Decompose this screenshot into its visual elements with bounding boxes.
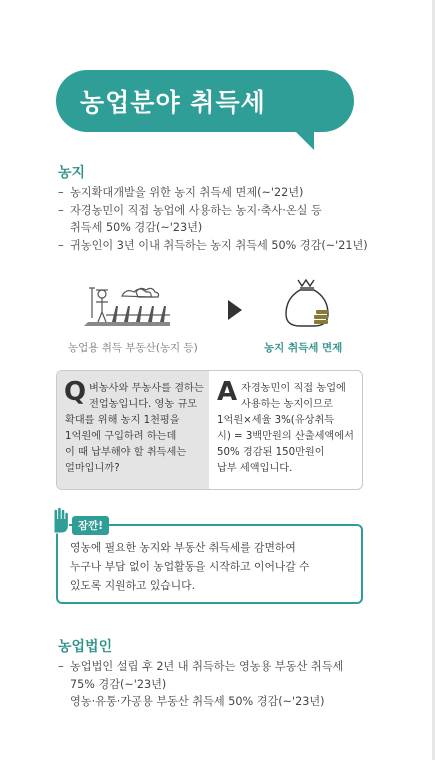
list-item: – 농업법인 설립 후 2년 내 취득하는 영농용 부동산 취득세	[58, 658, 378, 676]
farmer-field-icon	[82, 282, 172, 330]
left-caption: 농업용 취득 부동산(농지 등)	[68, 342, 198, 354]
right-caption: 농지 취득세 면제	[264, 342, 343, 354]
list-item	[58, 676, 378, 694]
tip-line: 누구나 부담 없이 농업활동을 시작하고 이어나갈 수	[70, 560, 310, 573]
tip-line: 영농에 필요한 농지와 부동산 취득세를 감면하여	[70, 541, 296, 554]
list-item-continued: 75% 경감(~'23년)	[70, 677, 167, 691]
qa-box	[56, 370, 363, 490]
farmland-list	[58, 184, 378, 254]
money-bag-icon	[274, 272, 334, 332]
answer-line: 50% 경감된 150만원이	[217, 447, 325, 458]
list-item: – 농지확대개발을 위한 농지 취득세 면제(~'22년)	[58, 184, 378, 202]
farmland-heading: 농지	[58, 165, 86, 181]
question-text	[65, 381, 207, 477]
question-line: 확대를 위해 농지 1천평을	[65, 415, 180, 426]
list-item: 영농·유통·가공용 부동산 취득세 50% 경감(~'23년)	[70, 695, 325, 708]
q-letter: Q	[64, 377, 87, 407]
question-line: 얼마입니까?	[65, 463, 120, 474]
corp-list	[58, 658, 378, 711]
hand-icon	[48, 505, 72, 535]
question-line: 이 때 납부해야 할 취득세는	[65, 447, 187, 458]
question-line: 전업농입니다. 영농 규모	[89, 399, 198, 410]
answer-text	[217, 381, 363, 477]
answer-line: 납부 세액입니다.	[217, 463, 293, 474]
list-item: – 자경농민이 직접 농업에 사용하는 농지·축사·온실 등	[58, 202, 378, 220]
tip-text	[70, 538, 350, 595]
tip-line: 있도록 지원하고 있습니다.	[70, 579, 196, 592]
title-bubble	[56, 70, 354, 132]
corp-heading: 농업법인	[58, 639, 113, 655]
list-item-continued: 취득세 50% 경감(~'23년)	[70, 221, 203, 234]
list-item: – 귀농인이 3년 이내 취득하는 농지 취득세 50% 경감(~'21년)	[58, 237, 378, 255]
tip-label: 잠깐!	[72, 516, 109, 535]
a-letter: A	[217, 377, 238, 407]
question-line: 1억원에 구입하려 하는데	[65, 431, 177, 442]
answer-line: 자경농민이 직접 농업에	[241, 383, 346, 394]
page-title: 농업분야 취득세	[80, 88, 266, 117]
list-item	[58, 219, 378, 237]
question-line: 벼농사와 무농사를 겸하는	[89, 383, 204, 394]
arrow-right-icon	[228, 300, 242, 320]
answer-line: 시) = 3백만원의 산출세액에서	[217, 431, 354, 442]
answer-line: 1억원×세율 3%(유상취득	[217, 415, 335, 426]
answer-line: 사용하는 농지이므로	[241, 399, 333, 410]
